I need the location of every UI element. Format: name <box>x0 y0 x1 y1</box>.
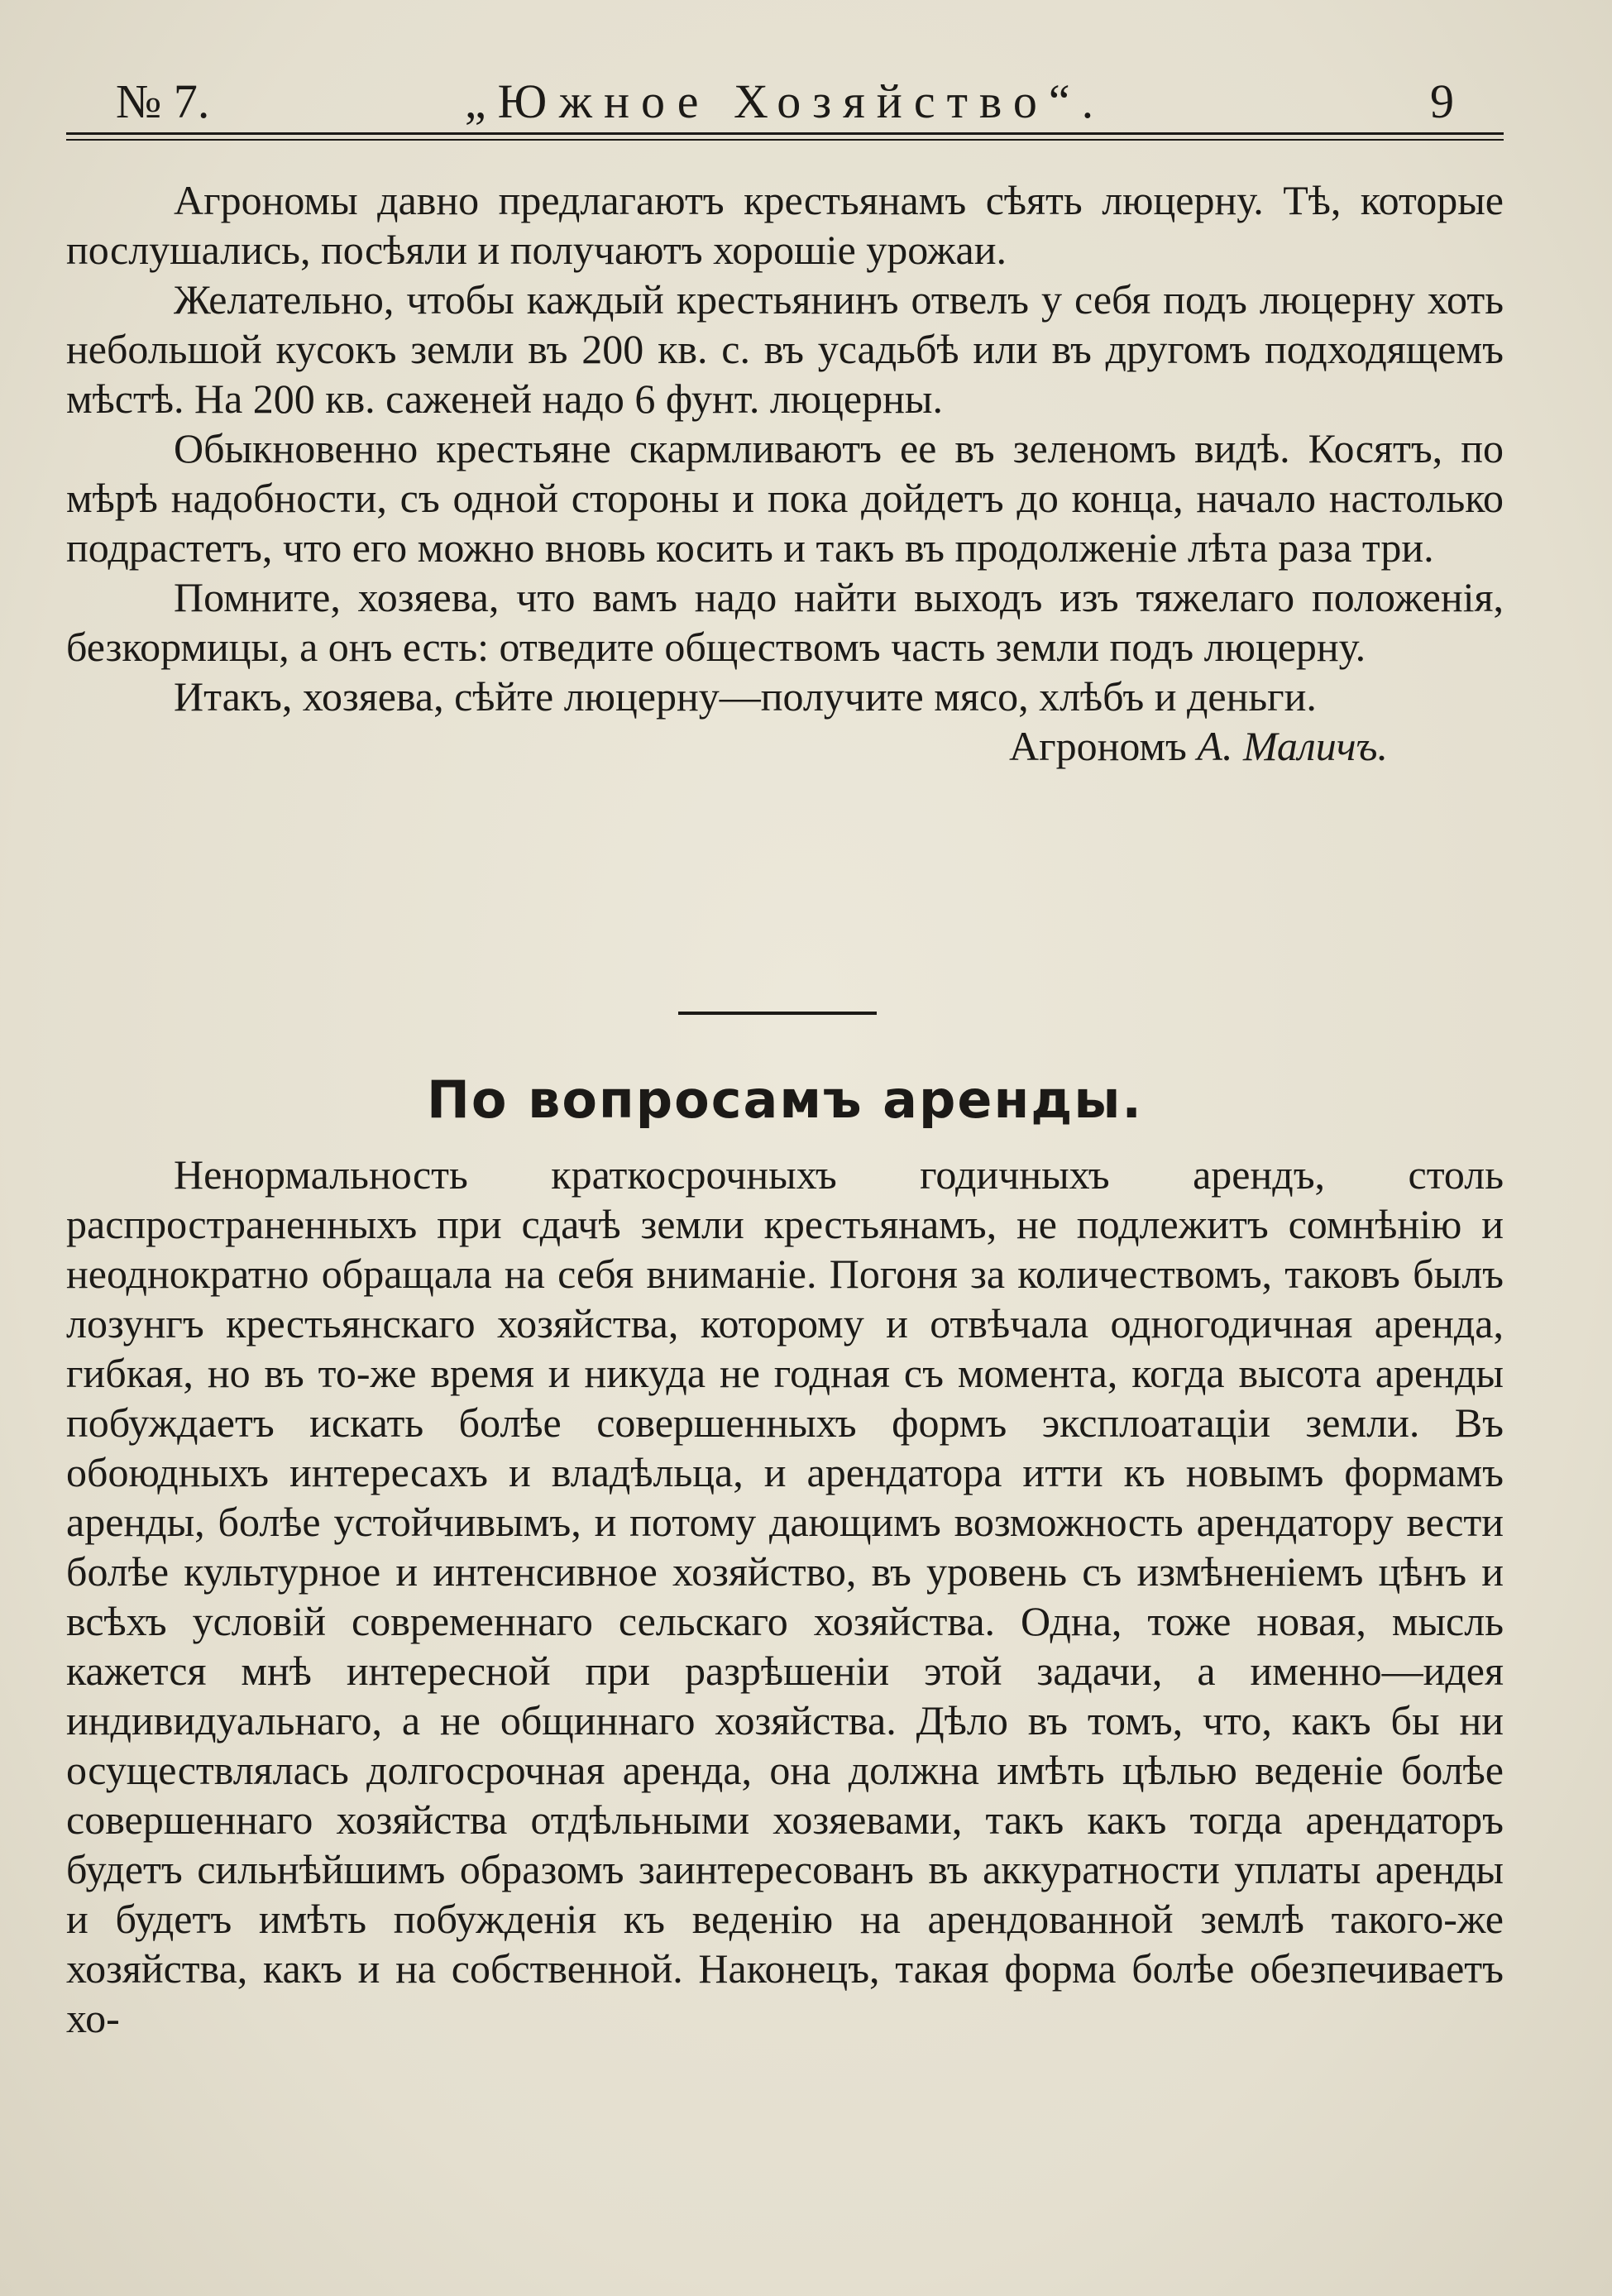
paragraph: Ненормальность краткосрочныхъ годичныхъ арендъ, столь распространенныхъ при сдачѣ земли крестьянамъ, не подлежитъ сомнѣнію и неоднократно обращала на себя вниманіе. Погоня за количествомъ, таковъ былъ лозунгъ крестьянскаго хозяйства, которому и отвѣчала одногодичная аренда, гибкая, но въ то-же время и никуда не годная съ момента, когда высота аренды побуждаетъ искать болѣе совершенныхъ формъ эксплоатаціи земли. Въ обоюдныхъ интересахъ и владѣльца, и арендатора итти къ новымъ формамъ аренды, болѣе устойчивымъ, и потому дающимъ возможность арендатору вести болѣе культурное и интенсивное хозяйство, въ уровень съ измѣненіемъ цѣнъ и всѣхъ условій современнаго сельскаго хозяйства. Одна, тоже новая, мысль кажется мнѣ интересной при разрѣшеніи этой задачи, а именно—идея индивидуальнаго, а не общиннаго хозяйства. Дѣло въ томъ, что, какъ бы ни осуществлялась долгосрочная аренда, она должна имѣть цѣлью веденіе болѣе совершеннаго хозяйства отдѣльными хозяевами, такъ какъ тогда арендаторъ будетъ сильнѣйшимъ образомъ заинтересованъ въ аккуратности уплаты аренды и будетъ имѣть побужденія къ веденію на арендованной землѣ такого-же хозяйства, какъ и на собственной. Наконецъ, такая форма болѣе обезпечиваетъ хо- <box>66 1151 1504 2041</box>
header-rule-secondary <box>66 139 1504 141</box>
journal-title: „Южное Хозяйство“. <box>464 74 1106 128</box>
paragraph: Помните, хозяева, что вамъ надо найти выходъ изъ тяжелаго положенія, безкормицы, а онъ есть: отведите обществомъ часть земли подъ люцерну. <box>66 574 1504 670</box>
signature-name: А. Маличъ. <box>1197 723 1388 769</box>
section-title: По вопросамъ аренды. <box>427 1069 1143 1130</box>
paragraph: Обыкновенно крестьяне скармливаютъ ее въ зеленомъ видѣ. Косятъ, по мѣрѣ надобности, съ одной стороны и пока дойдетъ до конца, начало настолько подрастетъ, что его можно вновь косить и такъ въ продолженіе лѣта раза три. <box>66 425 1504 571</box>
section-divider <box>678 1012 877 1015</box>
article-alfalfa <box>66 175 1504 771</box>
author-signature <box>66 721 1504 771</box>
header-rule <box>66 132 1504 135</box>
paragraph: Агрономы давно предлагаютъ крестьянамъ сѣять люцерну. Тѣ, которые послушались, посѣяли и получаютъ хорошіе урожаи. <box>66 177 1504 273</box>
page-number: 9 <box>1430 74 1454 128</box>
paragraph: Желательно, чтобы каждый крестьянинъ отвелъ у себя подъ люцерну хоть небольшой кусокъ земли въ 200 кв. с. въ усадьбѣ или въ другомъ подходящемъ мѣстѣ. На 200 кв. саженей надо 6 фунт. люцерны. <box>66 276 1504 422</box>
article-lease <box>66 1150 1504 2043</box>
running-header <box>66 73 1504 131</box>
paragraph: Итакъ, хозяева, сѣйте люцерну—получите мясо, хлѣбъ и деньги. <box>174 673 1317 720</box>
issue-number: № 7. <box>116 74 210 128</box>
signature-role: Агрономъ <box>1008 723 1187 769</box>
